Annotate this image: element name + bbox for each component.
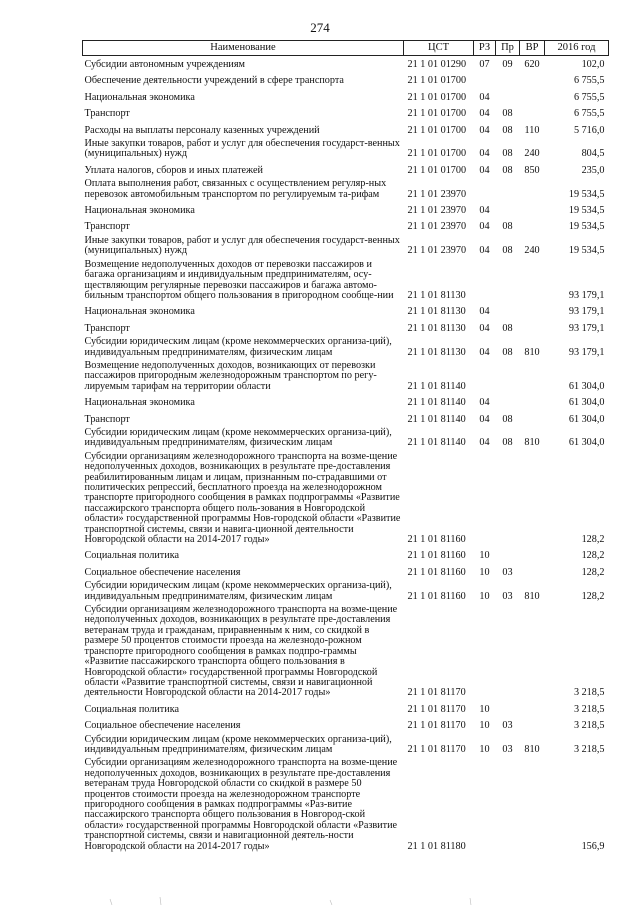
row-vr xyxy=(520,320,545,336)
row-cst: 21 1 01 23970 xyxy=(407,205,467,217)
row-rz xyxy=(474,360,496,394)
row-pr: 03 xyxy=(502,743,513,755)
table-row xyxy=(83,72,609,88)
row-cst: 21 1 01 81130 xyxy=(407,322,466,334)
row-pr xyxy=(496,451,520,548)
table-row xyxy=(83,303,609,319)
row-name: Субсидии организациям железнодорожного транспорта на возме-щение недополученных доходов, возникающих в результате пре-доставления ветеранам труда Новгородской области со скидкой в размере 50 процентов стоимости проезда на железнодорожном транспорте пригородного сообщения в рамках подпрограммы «Раз-витие пассажирского транспорта общего пользования в Новгород-ской области» государственной программы Новгородской области «Развитие транспортной системы, связи и навигационной деятель-ности Новгородской области на 2014-2017 годы» xyxy=(84,757,398,852)
row-vr xyxy=(520,757,545,854)
row-amount: 93 179,1 xyxy=(568,289,605,301)
row-name: Уплата налогов, сборов и иных платежей xyxy=(84,164,263,176)
table-row xyxy=(83,564,609,580)
row-vr: 240 xyxy=(524,245,540,257)
row-pr xyxy=(496,394,520,410)
row-cst: 21 1 01 81170 xyxy=(407,720,466,732)
row-amount: 3 218,5 xyxy=(573,743,605,755)
row-cst: 21 1 01 01700 xyxy=(407,164,467,176)
row-vr: 110 xyxy=(524,124,540,136)
row-vr: 810 xyxy=(524,346,540,358)
row-amount: 3 218,5 xyxy=(573,720,605,732)
row-vr: 810 xyxy=(524,743,540,755)
row-cst: 21 1 01 01700 xyxy=(407,75,467,87)
scan-edge-marks xyxy=(0,885,640,905)
page-number: 274 xyxy=(310,20,330,35)
row-vr xyxy=(520,178,545,202)
row-amount: 128,2 xyxy=(581,550,605,562)
row-name: Национальная экономика xyxy=(84,205,195,217)
row-rz: 10 xyxy=(479,720,490,732)
row-amount: 19 534,5 xyxy=(568,245,605,257)
row-rz: 04 xyxy=(479,245,490,257)
row-cst: 21 1 01 81170 xyxy=(407,703,466,715)
row-name: Социальное обеспечение населения xyxy=(84,566,241,578)
row-vr xyxy=(520,717,545,733)
row-rz: 04 xyxy=(479,124,490,136)
row-name: Транспорт xyxy=(84,322,130,334)
table-row xyxy=(83,427,609,451)
row-name: Субсидии организациям железнодорожного транспорта на возме-щение недополученных доходов, возникающих в результате пре-доставления ветеранам труда и гражданам, приравненным к ним, со скидкой в размере 50 процентов стоимости проезда на железнодо-рожном транспорте пригородного сообщения в рамках подпро-граммы «Развитие пассажирского транспорта общего пользования в Новгородской области» государственной программы Новгородской области «Развитие транспортной системы, связи и навигационной деятельности Новгородской области на 2014-2017 годы» xyxy=(84,604,398,699)
row-rz: 04 xyxy=(479,205,490,217)
row-cst: 21 1 01 23970 xyxy=(407,221,467,233)
row-cst: 21 1 01 81130 xyxy=(407,289,466,301)
row-name: Расходы на выплаты персоналу казенных учреждений xyxy=(84,124,320,136)
row-rz xyxy=(474,178,496,202)
row-vr: 810 xyxy=(524,590,540,602)
row-vr xyxy=(520,564,545,580)
row-pr: 03 xyxy=(502,566,513,578)
row-amount: 19 534,5 xyxy=(568,188,605,200)
row-rz: 10 xyxy=(479,590,490,602)
table-row xyxy=(83,56,609,73)
row-amount: 19 534,5 xyxy=(568,205,605,217)
table-row xyxy=(83,202,609,218)
row-name: Социальная политика xyxy=(84,703,180,715)
row-amount: 6 755,5 xyxy=(573,75,605,87)
row-rz: 04 xyxy=(479,413,490,425)
row-pr: 08 xyxy=(502,221,513,233)
row-pr: 08 xyxy=(502,108,513,120)
row-cst: 21 1 01 81130 xyxy=(407,306,466,318)
table-row xyxy=(83,701,609,717)
row-pr xyxy=(496,303,520,319)
table-row xyxy=(83,757,609,854)
table-row xyxy=(83,717,609,733)
row-vr: 620 xyxy=(524,59,540,70)
table-row xyxy=(83,734,609,758)
table-row xyxy=(83,580,609,604)
row-amount: 61 304,0 xyxy=(568,437,605,449)
row-rz xyxy=(474,72,496,88)
row-pr xyxy=(496,604,520,701)
row-vr xyxy=(520,604,545,701)
row-cst: 21 1 01 01700 xyxy=(407,108,467,120)
row-pr: 08 xyxy=(502,245,513,257)
row-rz: 04 xyxy=(479,108,490,120)
row-cst: 21 1 01 81160 xyxy=(407,590,466,602)
row-vr xyxy=(520,360,545,394)
row-name: Субсидии юридическим лицам (кроме некоммерческих организа-ций), индивидуальным предпринимателям, физическим лицам xyxy=(84,733,392,755)
table-row xyxy=(83,394,609,410)
row-vr xyxy=(520,394,545,410)
row-cst: 21 1 01 23970 xyxy=(407,245,467,257)
row-name: Транспорт xyxy=(84,221,130,233)
row-amount: 128,2 xyxy=(581,566,605,578)
row-vr xyxy=(520,451,545,548)
row-pr: 08 xyxy=(502,148,513,160)
row-pr xyxy=(496,757,520,854)
row-vr xyxy=(520,105,545,121)
row-name: Возмещение недополученных доходов, возникающих от перевозки пассажиров пригородным железнодорожным транспортом по регу-лируемым тарифам на территории области xyxy=(84,359,377,392)
row-rz: 04 xyxy=(479,148,490,160)
row-amount: 5 716,0 xyxy=(573,124,605,136)
row-pr: 03 xyxy=(502,590,513,602)
row-rz: 04 xyxy=(479,164,490,176)
row-rz: 04 xyxy=(479,437,490,449)
table-row xyxy=(83,235,609,259)
row-cst: 21 1 01 81130 xyxy=(407,346,466,358)
budget-table xyxy=(82,40,609,854)
row-name: Транспорт xyxy=(84,108,130,120)
row-pr xyxy=(496,259,520,304)
row-vr xyxy=(520,72,545,88)
row-vr: 240 xyxy=(524,148,540,160)
row-vr xyxy=(520,89,545,105)
header-amount: 2016 год xyxy=(545,41,609,56)
table-header-row xyxy=(83,41,609,56)
row-pr xyxy=(496,89,520,105)
table-row xyxy=(83,336,609,360)
row-name: Социальная политика xyxy=(84,550,180,562)
row-rz: 04 xyxy=(479,397,490,409)
header-rz: РЗ xyxy=(474,41,496,56)
row-pr xyxy=(496,360,520,394)
row-rz xyxy=(474,451,496,548)
row-rz xyxy=(474,604,496,701)
table-row xyxy=(83,360,609,394)
row-rz xyxy=(474,757,496,854)
row-vr xyxy=(520,411,545,427)
header-pr: Пр xyxy=(496,41,520,56)
table-row xyxy=(83,105,609,121)
row-cst: 21 1 01 81140 xyxy=(407,437,466,449)
row-name: Субсидии автономным учреждениям xyxy=(84,59,245,70)
table-row xyxy=(83,122,609,138)
row-cst: 21 1 01 01700 xyxy=(407,148,467,160)
row-rz: 04 xyxy=(479,306,490,318)
row-rz: 04 xyxy=(479,346,490,358)
table-row xyxy=(83,218,609,234)
row-cst: 21 1 01 01700 xyxy=(407,124,467,136)
row-pr xyxy=(496,547,520,563)
table-row xyxy=(83,604,609,701)
row-vr xyxy=(520,218,545,234)
row-pr: 03 xyxy=(502,720,513,732)
row-amount: 19 534,5 xyxy=(568,221,605,233)
row-name: Субсидии организациям железнодорожного транспорта на возме-щение недополученных доходов, возникающих в результате пре-доставления реабилитированным лицам и лицам, признанным по-страдавшими от политических репрессий, бесплатного проезда на железнодорожном транспорте пригородного сообщения в рамках подпрограммы «Развитие пассажирского транспорта общего поль-зования в Новгородской области» государственной программы Нов-городской области «Развитие транспортной системы, связи и навига-ционной деятельности Новгородской области на 2014-2017 годы» xyxy=(84,450,401,546)
row-name: Субсидии юридическим лицам (кроме некоммерческих организа-ций), индивидуальным предпринимателям, физическим лицам xyxy=(84,336,392,358)
row-rz: 10 xyxy=(479,703,490,715)
row-amount: 128,2 xyxy=(581,590,605,602)
row-cst: 21 1 01 81180 xyxy=(407,840,466,852)
row-name: Субсидии юридическим лицам (кроме некоммерческих организа-ций), индивидуальным предпринимателям, физическим лицам xyxy=(84,426,392,449)
row-name: Обеспечение деятельности учреждений в сфере транспорта xyxy=(84,75,344,87)
row-rz: 07 xyxy=(479,59,490,70)
row-pr xyxy=(496,202,520,218)
row-cst: 21 1 01 81170 xyxy=(407,743,466,755)
row-amount: 61 304,0 xyxy=(568,413,605,425)
row-amount: 3 218,5 xyxy=(573,687,605,699)
row-amount: 61 304,0 xyxy=(568,397,605,409)
row-cst: 21 1 01 01290 xyxy=(407,59,467,70)
row-amount: 6 755,5 xyxy=(573,108,605,120)
row-rz: 10 xyxy=(479,566,490,578)
row-vr xyxy=(520,547,545,563)
table-row xyxy=(83,89,609,105)
row-amount: 93 179,1 xyxy=(568,322,605,334)
row-rz xyxy=(474,259,496,304)
row-pr: 08 xyxy=(502,437,513,449)
row-pr: 08 xyxy=(502,322,513,334)
row-name: Иные закупки товаров, работ и услуг для обеспечения государст-венных (муниципальных) нужд xyxy=(84,234,400,257)
row-name: Возмещение недополученных доходов от перевозки пассажиров и багажа организациям и индивидуальным предпринимателям, осу-ществляющим регулярные перевозки пассажиров и багажа автомо-бильным транспортом общего пользования в пригородном сообще-нии xyxy=(84,258,394,301)
row-cst: 21 1 01 23970 xyxy=(407,188,467,200)
row-rz: 04 xyxy=(479,221,490,233)
row-vr xyxy=(520,303,545,319)
row-vr: 850 xyxy=(524,164,540,176)
row-pr: 08 xyxy=(502,413,513,425)
row-amount: 128,2 xyxy=(581,534,605,546)
table-row xyxy=(83,259,609,304)
row-pr: 08 xyxy=(502,346,513,358)
row-rz: 10 xyxy=(479,743,490,755)
table-row xyxy=(83,138,609,162)
row-cst: 21 1 01 81140 xyxy=(407,397,466,409)
row-rz: 04 xyxy=(479,91,490,103)
row-cst: 21 1 01 81160 xyxy=(407,534,466,546)
table-row xyxy=(83,178,609,202)
row-pr: 08 xyxy=(502,164,513,176)
row-name: Социальное обеспечение населения xyxy=(84,720,241,732)
row-amount: 235,0 xyxy=(581,164,605,176)
table-row xyxy=(83,162,609,178)
row-amount: 6 755,5 xyxy=(573,91,605,103)
header-vr: ВР xyxy=(520,41,545,56)
row-cst: 21 1 01 81160 xyxy=(407,550,466,562)
row-amount: 102,0 xyxy=(581,59,605,70)
row-amount: 3 218,5 xyxy=(573,703,605,715)
row-vr xyxy=(520,701,545,717)
row-amount: 93 179,1 xyxy=(568,346,605,358)
row-name: Субсидии юридическим лицам (кроме некоммерческих организа-ций), индивидуальным предпринимателям, физическим лицам xyxy=(84,580,392,602)
row-rz: 04 xyxy=(479,322,490,334)
table-row xyxy=(83,547,609,563)
table-row xyxy=(83,411,609,427)
header-cst: ЦСТ xyxy=(404,41,474,56)
row-rz: 10 xyxy=(479,550,490,562)
row-cst: 21 1 01 01700 xyxy=(407,91,467,103)
table-body xyxy=(83,56,609,855)
row-vr xyxy=(520,259,545,304)
table-row xyxy=(83,451,609,548)
row-name: Иные закупки товаров, работ и услуг для обеспечения государст-венных (муниципальных) нужд xyxy=(84,138,400,160)
row-cst: 21 1 01 81170 xyxy=(407,687,466,699)
row-pr: 09 xyxy=(502,59,513,70)
row-amount: 61 304,0 xyxy=(568,380,605,392)
row-name: Транспорт xyxy=(84,413,130,425)
row-amount: 156,9 xyxy=(581,840,605,852)
table-row xyxy=(83,320,609,336)
row-pr xyxy=(496,701,520,717)
row-pr xyxy=(496,178,520,202)
header-name: Наименование xyxy=(83,41,404,56)
row-cst: 21 1 01 81140 xyxy=(407,380,466,392)
row-cst: 21 1 01 81140 xyxy=(407,413,466,425)
row-amount: 93 179,1 xyxy=(568,306,605,318)
row-vr: 810 xyxy=(524,437,540,449)
row-name: Оплата выполнения работ, связанных с осуществлением регуляр-ных перевозок автомобильным транспортом по регулируемым та-рифам xyxy=(84,178,387,200)
row-pr xyxy=(496,72,520,88)
row-name: Национальная экономика xyxy=(84,397,195,409)
row-name: Национальная экономика xyxy=(84,91,195,103)
row-name: Национальная экономика xyxy=(84,306,195,318)
row-cst: 21 1 01 81160 xyxy=(407,566,466,578)
row-vr xyxy=(520,202,545,218)
row-amount: 804,5 xyxy=(581,148,605,160)
row-pr: 08 xyxy=(502,124,513,136)
